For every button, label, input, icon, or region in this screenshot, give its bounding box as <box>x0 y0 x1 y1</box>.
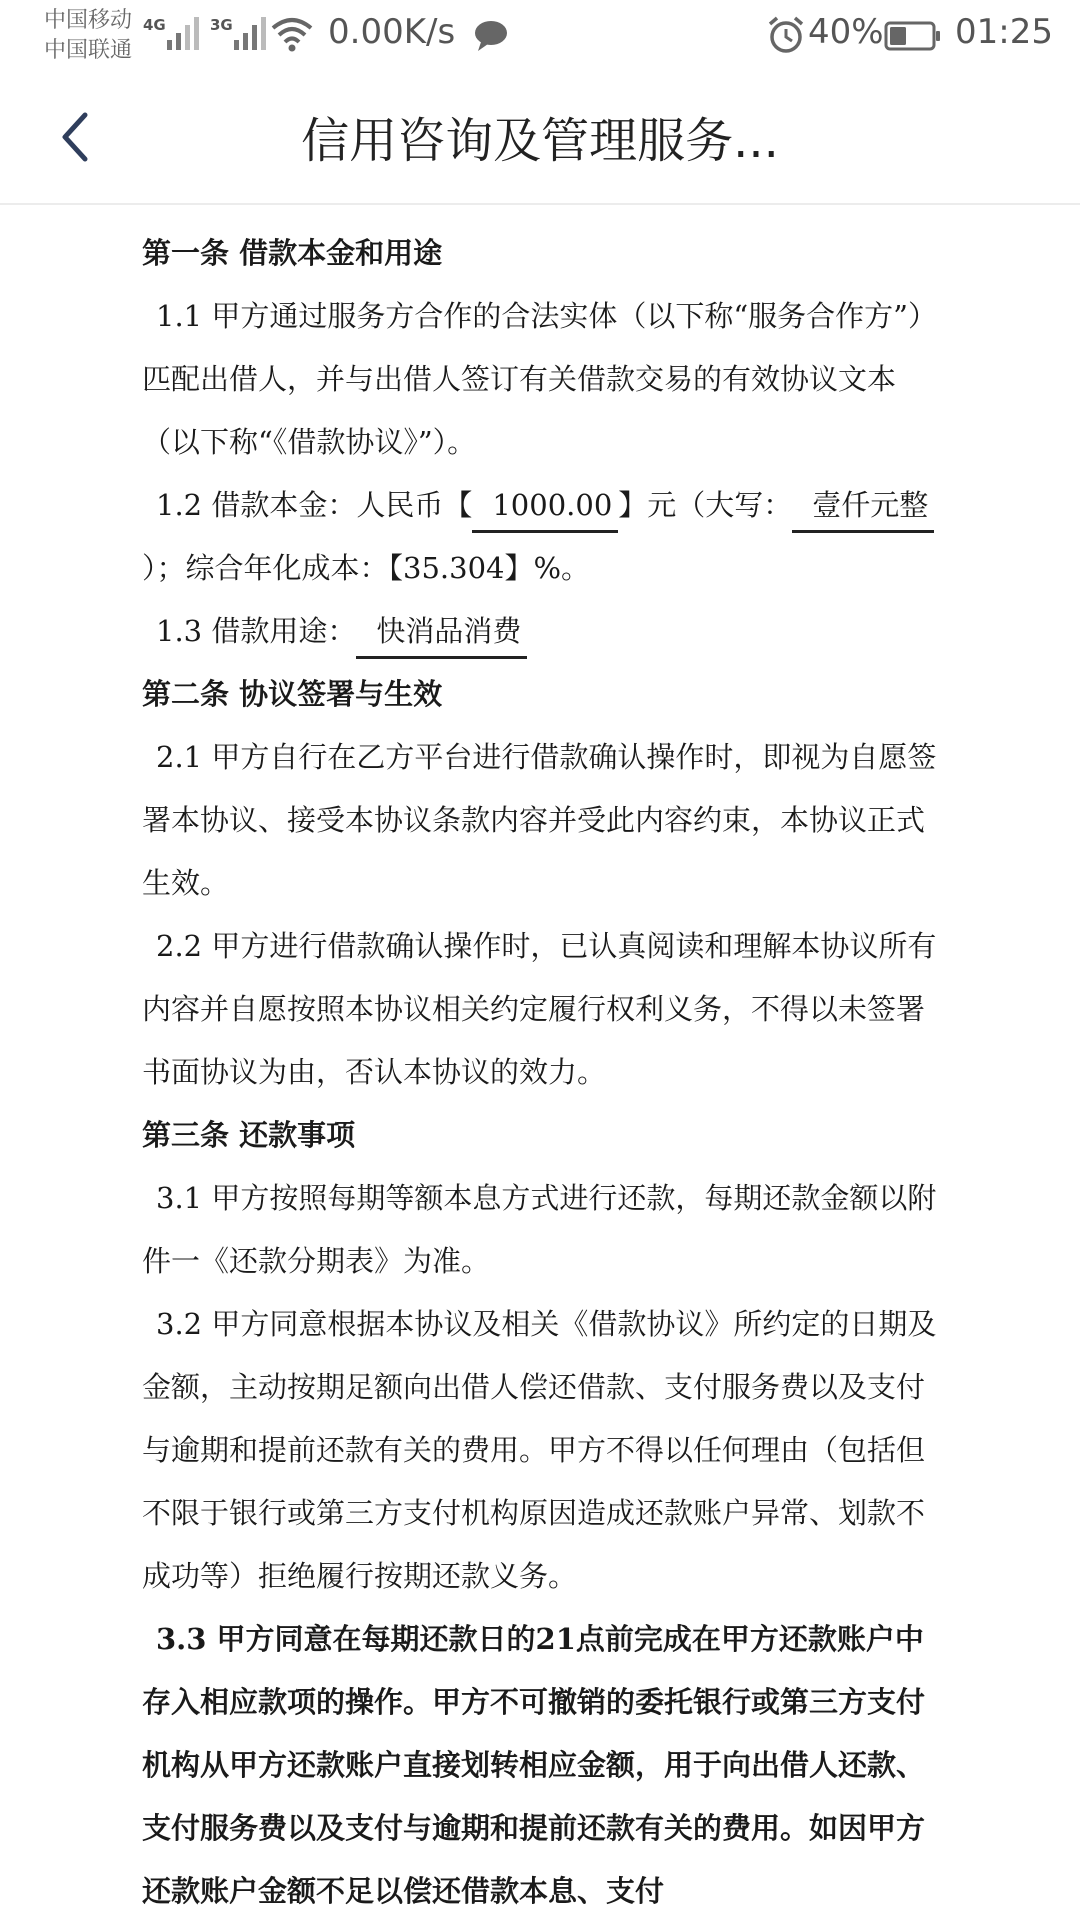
carrier-1: 中国移动 <box>44 8 133 33</box>
signal-bars-icon <box>163 14 203 50</box>
clause-1-2-suffix: ）；综合年化成本：【35.304】%。 <box>142 551 591 585</box>
agreement-content <box>142 222 942 1920</box>
loan-purpose: 快消品消费 <box>356 606 527 659</box>
nav-bar <box>0 72 1080 205</box>
message-icon <box>473 18 509 52</box>
status-bar <box>0 0 1080 72</box>
carrier-labels <box>44 6 132 66</box>
battery-icon <box>884 20 942 52</box>
signal-bars-icon <box>230 14 270 50</box>
battery-percent: 40% <box>808 12 884 52</box>
clause-3-3: 3.3 甲方同意在每期还款日的21点前完成在甲方还款账户中存入相应款项的操作。甲方不可撤销的委托银行或第三方支付机构从甲方还款账户直接划转相应金额，用于向出借人还款、支付服务费以及支付与逾期和提前还款有关的费用。如因甲方还款账户金额不足以偿还借款本息、支付 <box>142 1622 926 1908</box>
signal-3g-label: 3G <box>210 16 233 34</box>
carrier-2: 中国联通 <box>44 38 133 63</box>
section-heading-1: 第一条 借款本金和用途 <box>142 236 443 270</box>
battery-level-fill <box>890 27 906 45</box>
alarm-icon <box>767 16 805 54</box>
clause-1-2-prefix: 1.2 借款本金：人民币【 <box>156 488 473 522</box>
clause-1-3 <box>142 600 942 663</box>
page-title: 信用咨询及管理服务... <box>301 113 779 169</box>
clause-2-1: 2.1 甲方自行在乙方平台进行借款确认操作时，即视为自愿签署本协议、接受本协议条款内容并受此内容约束，本协议正式生效。 <box>142 740 937 900</box>
section-heading-2: 第二条 协议签署与生效 <box>142 677 443 711</box>
back-button[interactable] <box>40 102 110 172</box>
clause-3-2: 3.2 甲方同意根据本协议及相关《借款协议》所约定的日期及金额，主动按期足额向出借人偿还借款、支付服务费以及支付与逾期和提前还款有关的费用。甲方不得以任何理由（包括但不限于银行或第三方支付机构原因造成还款账户异常、划款不成功等）拒绝履行按期还款义务。 <box>142 1307 937 1593</box>
section-heading-3: 第三条 还款事项 <box>142 1118 356 1152</box>
clock: 01:25 <box>955 12 1053 52</box>
clause-1-1: 1.1 甲方通过服务方合作的合法实体（以下称“服务合作方”）匹配出借人，并与出借人签订有关借款交易的有效协议文本（以下称“《借款协议》”）。 <box>142 299 937 459</box>
clause-2-2: 2.2 甲方进行借款确认操作时，已认真阅读和理解本协议所有内容并自愿按照本协议相关约定履行权利义务，不得以未签署书面协议为由，否认本协议的效力。 <box>142 929 937 1089</box>
clause-1-2-mid: 】元（大写： <box>618 488 793 522</box>
clause-1-2 <box>142 474 942 600</box>
chevron-left-icon <box>57 111 93 163</box>
principal-amount: 1000.00 <box>472 480 618 533</box>
network-speed: 0.00K/s <box>328 12 456 52</box>
principal-amount-uppercase: 壹仟元整 <box>792 480 934 533</box>
wifi-icon <box>270 14 314 54</box>
clause-3-1: 3.1 甲方按照每期等额本息方式进行还款，每期还款金额以附件一《还款分期表》为准。 <box>142 1181 937 1278</box>
clause-1-3-prefix: 1.3 借款用途： <box>156 614 357 648</box>
signal-4g-label: 4G <box>143 16 166 34</box>
